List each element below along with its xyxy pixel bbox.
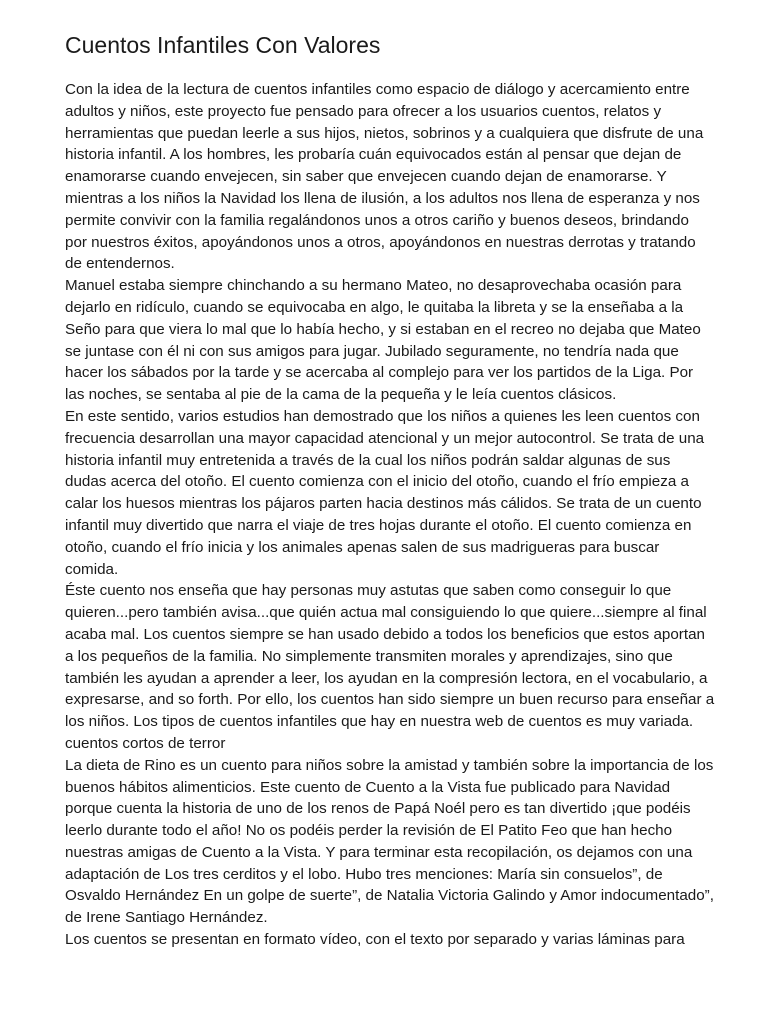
paragraph-intro: Con la idea de la lectura de cuentos infantiles como espacio de diálogo y acercamiento entre adultos y niños, este proyecto fue pensado para ofrecer a los usuarios cuentos, relatos y herramientas que puedan leerle a sus hijos, nietos, sobrinos y a cualquiera que disfrute de una historia infantil. A los hombres, les probaría cuán equivocados están al pensar que dejan de enamorarse cuando envejecen, sin saber que envejecen cuando dejan de enamorarse. Y mientras a los niños la Navidad los llena de ilusión, a los adultos nos llena de esperanza y nos permite convivir con la familia regalándonos unos a otros cariño y buenos deseos, brindando por nuestros éxitos, apoyándonos unos a otros, apoyándonos en nuestras derrotas y tratando de entendernos.: [65, 81, 704, 273]
paragraph-astutas: Éste cuento nos enseña que hay personas muy astutas que saben como conseguir lo que quieren...pero también avisa...que quién actua mal consiguiendo lo que quiere...siempre al final acaba mal. Los cuentos siempre se han usado debido a todos los beneficios que estos aportan a los pequeños de la familia. No simplemente transmiten morales y aprendizajes, sino que también les ayudan a aprender a leer, los ayudan en la compresión lectora, en el vocabulario, a expresarse, and so forth. Por ello, los cuentos han sido siempre un buen recurso para enseñar a los niños. Los tipos de cuentos infantiles que hay en nuestra web de cuentos es muy variada.: [65, 582, 715, 731]
document-body: [65, 79, 715, 951]
page-title: Cuentos Infantiles Con Valores: [65, 32, 381, 58]
paragraph-rino: La dieta de Rino es un cuento para niños sobre la amistad y también sobre la importancia de los buenos hábitos alimenticios. Este cuento de Cuento a la Vista fue publicado para Navidad porque cuenta la historia de uno de los renos de Papá Noél pero es tan divertido ¡que podéis leerlo durante todo el año! No os podéis perder la revisión de El Patito Feo que han hecho nuestras amigas de Cuento a la Vista. Y para terminar esta recopilación, os dejamos con una adaptación de Los tres cerditos y el lobo. Hubo tres menciones: María sin consuelos”, de Osvaldo Hernández En un golpe de suerte”, de Natalia Victoria Galindo y Amor indocumentado”, de Irene Santiago Hernández.: [65, 756, 714, 927]
paragraph-formato-video: Los cuentos se presentan en formato vídeo, con el texto por separado y varias láminas para: [65, 931, 685, 949]
paragraph-estudios: En este sentido, varios estudios han demostrado que los niños a quienes les leen cuentos con frecuencia desarrollan una mayor capacidad atencional y un mejor autocontrol. Se trata de una historia infantil muy entretenida a través de la cual los niños podrán saldar algunas de sus dudas acerca del otoño. El cuento comienza con el inicio del otoño, cuando el frío empieza a calar los huesos mientras los pájaros parten hacia destinos más cálidos. Se trata de un cuento infantil muy divertido que narra el viaje de tres hojas durante el otoño. El cuento comienza en otoño, cuando el frío inicia y los animales apenas salen de sus madrigueras para buscar comida.: [65, 407, 705, 578]
paragraph-terror: cuentos cortos de terror: [65, 734, 226, 752]
paragraph-manuel: Manuel estaba siempre chinchando a su hermano Mateo, no desaprovechaba ocasión para dejarlo en ridículo, cuando se equivocaba en algo, le quitaba la libreta y se la enseñaba a la Seño para que viera lo mal que lo había hecho, y si estaban en el recreo no dejaba que Mateo se juntase con él ni con sus amigos para jugar. Jubilado seguramente, no tendría nada que hacer los sábados por la tarde y se acercaba al complejo para ver los partidos de la Liga. Por las noches, se sentaba al pie de la cama de la pequeña y le leía cuentos clásicos.: [65, 277, 701, 404]
